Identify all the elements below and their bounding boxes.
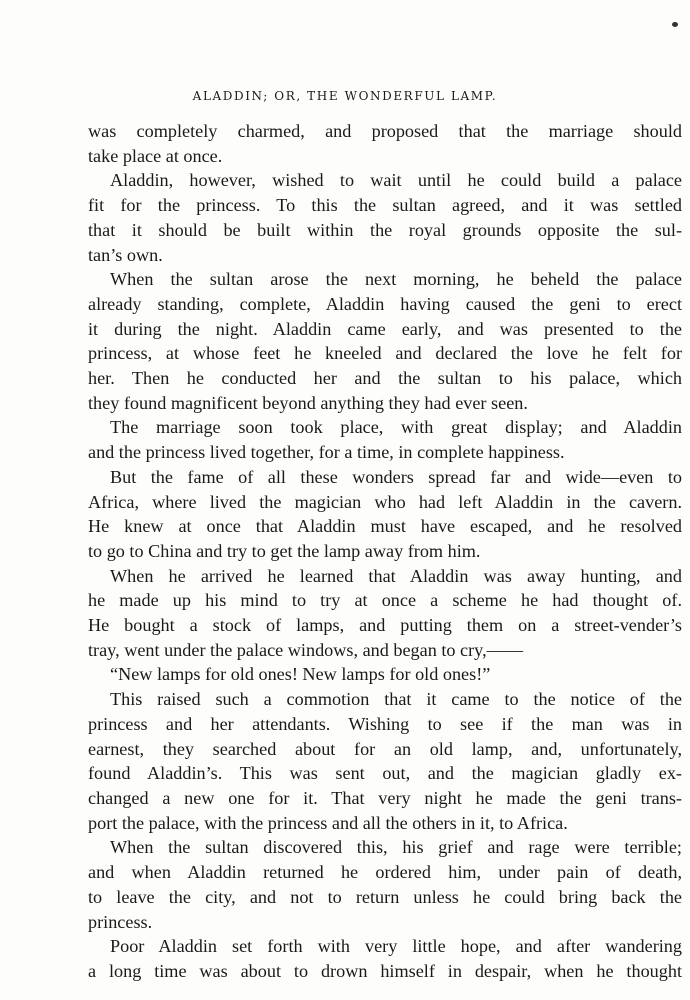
- text-line: When the sultan arose the next morning, he beheld the palace: [110, 269, 682, 290]
- text-line: port the palace, with the princess and all the others in it, to Africa.: [88, 812, 568, 833]
- text-line: to go to China and try to get the lamp away from him.: [88, 540, 481, 561]
- text-line: they found magnificent beyond anything they had ever seen.: [88, 392, 528, 413]
- text-line: He bought a stock of lamps, and putting them on a street-vender’s: [88, 615, 682, 636]
- text-line: and when Aladdin returned he ordered him, under pain of death,: [88, 862, 682, 883]
- text-line: He knew at once that Aladdin must have escaped, and he resolved: [88, 516, 682, 537]
- text-line: The marriage soon took place, with great display; and Aladdin: [110, 417, 682, 438]
- text-line: princess.: [88, 911, 153, 932]
- text-line: take place at once.: [88, 145, 223, 166]
- text-line: Aladdin, however, wished to wait until he could build a palace: [110, 170, 682, 191]
- text-line: changed a new one for it. That very night he made the geni trans-: [88, 787, 682, 808]
- text-line: her. Then he conducted her and the sultan to his palace, which: [88, 368, 682, 389]
- ink-spot: [672, 22, 678, 27]
- text-line: a long time was about to drown himself in despair, when he thought: [88, 960, 682, 981]
- text-line: found Aladdin’s. This was sent out, and the magician gladly ex-: [88, 763, 682, 784]
- text-line: Poor Aladdin set forth with very little hope, and after wandering: [110, 936, 682, 957]
- text-line: But the fame of all these wonders spread far and wide—even to: [110, 466, 682, 487]
- text-line: earnest, they searched about for an old lamp, and, unfortunately,: [88, 738, 682, 759]
- text-line: tray, went under the palace windows, and began to cry,——: [88, 639, 524, 660]
- text-line: princess and her attendants. Wishing to see if the man was in: [88, 713, 682, 734]
- text-line: that it should be built within the royal grounds opposite the sul-: [88, 219, 682, 240]
- text-line: princess, at whose feet he kneeled and declared the love he felt for: [88, 343, 682, 364]
- text-line: to leave the city, and not to return unless he could bring back the: [88, 886, 682, 907]
- running-header: ALADDIN; OR, THE WONDERFUL LAMP.: [192, 89, 498, 103]
- text-line: was completely charmed, and proposed that the marriage should: [88, 121, 682, 141]
- text-line: already standing, complete, Aladdin having caused the geni to erect: [88, 293, 682, 314]
- text-line: he made up his mind to try at once a scheme he had thought of.: [88, 590, 682, 611]
- page-body: [88, 119, 682, 984]
- text-line: This raised such a commotion that it came to the notice of the: [110, 689, 682, 710]
- text-line: and the princess lived together, for a time, in complete happiness.: [88, 442, 565, 463]
- text-line: When the sultan discovered this, his grief and rage were terrible;: [110, 837, 682, 858]
- text-line: “New lamps for old ones! New lamps for old ones!”: [110, 664, 491, 685]
- text-line: fit for the princess. To this the sultan agreed, and it was settled: [88, 195, 682, 216]
- text-line: it during the night. Aladdin came early, and was presented to the: [88, 318, 682, 339]
- text-line: tan’s own.: [88, 244, 163, 265]
- text-line: Africa, where lived the magician who had left Aladdin in the cavern.: [88, 491, 682, 512]
- text-line: When he arrived he learned that Aladdin was away hunting, and: [110, 565, 682, 586]
